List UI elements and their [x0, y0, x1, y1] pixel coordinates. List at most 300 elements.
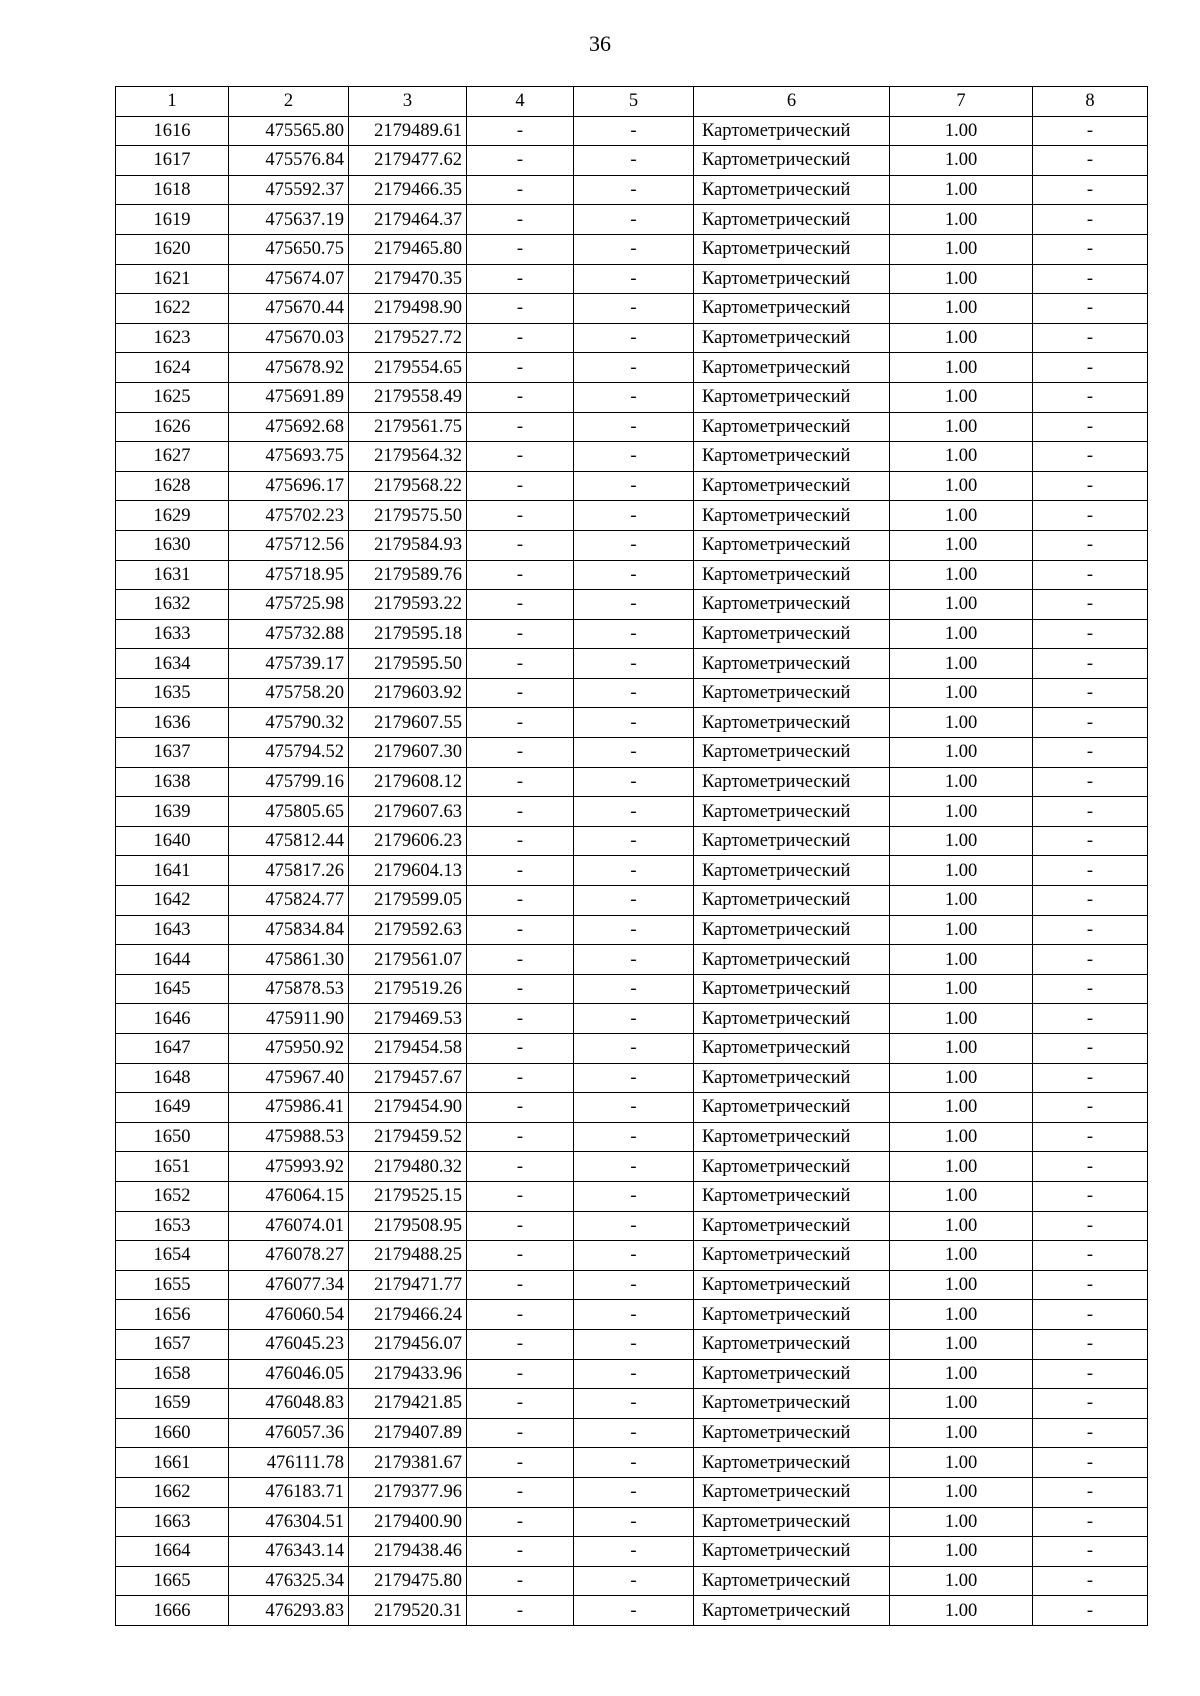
table-cell-col-2: 475576.84: [229, 146, 349, 176]
table-cell-col-3: 2179400.90: [349, 1507, 467, 1537]
table-cell-col-6: Картометрический: [694, 856, 890, 886]
table-cell-col-3: 2179520.31: [349, 1596, 467, 1626]
table-cell-col-7: 1.00: [890, 412, 1033, 442]
table-cell-col-2: 475824.77: [229, 886, 349, 916]
table-cell-col-5: -: [574, 1034, 694, 1064]
table-cell-col-7: 1.00: [890, 234, 1033, 264]
table-cell-col-8: -: [1033, 1211, 1148, 1241]
table-cell-col-2: 475911.90: [229, 1004, 349, 1034]
table-cell-col-4: -: [467, 856, 574, 886]
table-cell-col-5: -: [574, 1418, 694, 1448]
table-cell-col-4: -: [467, 175, 574, 205]
table-cell-col-3: 2179475.80: [349, 1566, 467, 1596]
table-cell-col-6: Картометрический: [694, 708, 890, 738]
table-cell-col-6: Картометрический: [694, 1537, 890, 1567]
table-cell-col-4: -: [467, 530, 574, 560]
table-cell-col-1: 1642: [116, 886, 229, 916]
table-cell-col-2: 476325.34: [229, 1566, 349, 1596]
table-cell-col-2: 476046.05: [229, 1359, 349, 1389]
table-cell-col-7: 1.00: [890, 175, 1033, 205]
table-cell-col-5: -: [574, 1448, 694, 1478]
table-cell-col-3: 2179407.89: [349, 1418, 467, 1448]
table-row: [116, 205, 1148, 235]
table-cell-col-6: Картометрический: [694, 1093, 890, 1123]
table-cell-col-4: -: [467, 1418, 574, 1448]
table-cell-col-8: -: [1033, 1063, 1148, 1093]
table-cell-col-7: 1.00: [890, 708, 1033, 738]
table-cell-col-5: -: [574, 1537, 694, 1567]
column-header-3: 3: [349, 87, 467, 117]
table-cell-col-5: -: [574, 590, 694, 620]
table-row: [116, 323, 1148, 353]
table-cell-col-3: 2179421.85: [349, 1389, 467, 1419]
table-cell-col-1: 1625: [116, 382, 229, 412]
table-cell-col-7: 1.00: [890, 767, 1033, 797]
table-cell-col-6: Картометрический: [694, 767, 890, 797]
table-cell-col-5: -: [574, 175, 694, 205]
table-cell-col-1: 1627: [116, 442, 229, 472]
table-cell-col-4: -: [467, 738, 574, 768]
table-cell-col-5: -: [574, 826, 694, 856]
table-cell-col-7: 1.00: [890, 442, 1033, 472]
table-cell-col-6: Картометрический: [694, 826, 890, 856]
table-cell-col-6: Картометрический: [694, 1004, 890, 1034]
table-cell-col-3: 2179459.52: [349, 1122, 467, 1152]
table-cell-col-3: 2179469.53: [349, 1004, 467, 1034]
table-cell-col-6: Картометрический: [694, 1211, 890, 1241]
table-cell-col-6: Картометрический: [694, 560, 890, 590]
table-cell-col-6: Картометрический: [694, 501, 890, 531]
table-cell-col-1: 1656: [116, 1300, 229, 1330]
table-cell-col-5: -: [574, 353, 694, 383]
table-cell-col-8: -: [1033, 797, 1148, 827]
table-row: [116, 1300, 1148, 1330]
table-cell-col-3: 2179561.75: [349, 412, 467, 442]
table-cell-col-7: 1.00: [890, 886, 1033, 916]
table-cell-col-1: 1622: [116, 294, 229, 324]
table-cell-col-8: -: [1033, 1300, 1148, 1330]
table-cell-col-3: 2179456.07: [349, 1329, 467, 1359]
table-cell-col-8: -: [1033, 1448, 1148, 1478]
table-cell-col-8: -: [1033, 1241, 1148, 1271]
table-cell-col-1: 1647: [116, 1034, 229, 1064]
table-cell-col-6: Картометрический: [694, 1566, 890, 1596]
table-cell-col-4: -: [467, 797, 574, 827]
table-cell-col-6: Картометрический: [694, 353, 890, 383]
table-cell-col-1: 1632: [116, 590, 229, 620]
table-cell-col-4: -: [467, 1566, 574, 1596]
table-cell-col-2: 475670.44: [229, 294, 349, 324]
page-number: 36: [589, 31, 611, 56]
table-row: [116, 1329, 1148, 1359]
table-cell-col-4: -: [467, 560, 574, 590]
table-cell-col-6: Картометрический: [694, 797, 890, 827]
table-cell-col-4: -: [467, 1359, 574, 1389]
table-cell-col-1: 1649: [116, 1093, 229, 1123]
table-cell-col-1: 1623: [116, 323, 229, 353]
table-cell-col-4: -: [467, 1152, 574, 1182]
table-cell-col-4: -: [467, 915, 574, 945]
table-cell-col-7: 1.00: [890, 1300, 1033, 1330]
table-cell-col-3: 2179584.93: [349, 530, 467, 560]
table-cell-col-7: 1.00: [890, 1329, 1033, 1359]
table-cell-col-1: 1663: [116, 1507, 229, 1537]
table-cell-col-1: 1651: [116, 1152, 229, 1182]
table-cell-col-7: 1.00: [890, 560, 1033, 590]
table-cell-col-8: -: [1033, 530, 1148, 560]
table-cell-col-6: Картометрический: [694, 945, 890, 975]
table-row: [116, 382, 1148, 412]
table-cell-col-3: 2179527.72: [349, 323, 467, 353]
table-cell-col-3: 2179561.07: [349, 945, 467, 975]
table-cell-col-3: 2179471.77: [349, 1270, 467, 1300]
table-cell-col-2: 475718.95: [229, 560, 349, 590]
table-cell-col-5: -: [574, 1477, 694, 1507]
table-cell-col-3: 2179575.50: [349, 501, 467, 531]
table-cell-col-7: 1.00: [890, 1063, 1033, 1093]
table-cell-col-3: 2179381.67: [349, 1448, 467, 1478]
table-cell-col-2: 476048.83: [229, 1389, 349, 1419]
table-cell-col-8: -: [1033, 649, 1148, 679]
table-cell-col-1: 1628: [116, 471, 229, 501]
table-cell-col-5: -: [574, 1329, 694, 1359]
table-cell-col-5: -: [574, 1507, 694, 1537]
table-cell-col-7: 1.00: [890, 1537, 1033, 1567]
table-cell-col-4: -: [467, 767, 574, 797]
table-cell-col-4: -: [467, 1507, 574, 1537]
table-cell-col-2: 475702.23: [229, 501, 349, 531]
table-row: [116, 1418, 1148, 1448]
table-cell-col-3: 2179470.35: [349, 264, 467, 294]
table-cell-col-1: 1616: [116, 116, 229, 146]
table-cell-col-6: Картометрический: [694, 915, 890, 945]
table-cell-col-1: 1638: [116, 767, 229, 797]
table-cell-col-7: 1.00: [890, 1211, 1033, 1241]
table-cell-col-8: -: [1033, 442, 1148, 472]
table-cell-col-3: 2179604.13: [349, 856, 467, 886]
table-cell-col-3: 2179558.49: [349, 382, 467, 412]
table-row: [116, 945, 1148, 975]
table-row: [116, 146, 1148, 176]
table-cell-col-1: 1652: [116, 1181, 229, 1211]
table-cell-col-7: 1.00: [890, 945, 1033, 975]
table-cell-col-6: Картометрический: [694, 1359, 890, 1389]
table-row: [116, 974, 1148, 1004]
table-cell-col-8: -: [1033, 1093, 1148, 1123]
table-cell-col-4: -: [467, 886, 574, 916]
table-cell-col-5: -: [574, 294, 694, 324]
table-row: [116, 678, 1148, 708]
table-cell-col-3: 2179489.61: [349, 116, 467, 146]
table-cell-col-2: 475758.20: [229, 678, 349, 708]
table-cell-col-8: -: [1033, 826, 1148, 856]
table-row: [116, 1181, 1148, 1211]
table-cell-col-8: -: [1033, 1004, 1148, 1034]
table-cell-col-8: -: [1033, 590, 1148, 620]
table-cell-col-5: -: [574, 560, 694, 590]
table-cell-col-8: -: [1033, 1122, 1148, 1152]
table-cell-col-8: -: [1033, 767, 1148, 797]
table-cell-col-2: 475691.89: [229, 382, 349, 412]
table-cell-col-1: 1617: [116, 146, 229, 176]
table-cell-col-3: 2179488.25: [349, 1241, 467, 1271]
table-cell-col-3: 2179454.58: [349, 1034, 467, 1064]
table-cell-col-3: 2179607.63: [349, 797, 467, 827]
table-cell-col-6: Картометрический: [694, 1122, 890, 1152]
table-cell-col-7: 1.00: [890, 323, 1033, 353]
table-row: [116, 1152, 1148, 1182]
table-cell-col-5: -: [574, 234, 694, 264]
table-row: [116, 590, 1148, 620]
table-cell-col-1: 1631: [116, 560, 229, 590]
table-cell-col-3: 2179608.12: [349, 767, 467, 797]
table-cell-col-3: 2179466.24: [349, 1300, 467, 1330]
table-cell-col-8: -: [1033, 915, 1148, 945]
table-cell-col-1: 1640: [116, 826, 229, 856]
table-cell-col-7: 1.00: [890, 1448, 1033, 1478]
table-cell-col-8: -: [1033, 1181, 1148, 1211]
column-header-8: 8: [1033, 87, 1148, 117]
table-row: [116, 353, 1148, 383]
table-row: [116, 1270, 1148, 1300]
table-row: [116, 1034, 1148, 1064]
table-cell-col-3: 2179464.37: [349, 205, 467, 235]
table-cell-col-5: -: [574, 412, 694, 442]
table-cell-col-1: 1645: [116, 974, 229, 1004]
table-cell-col-1: 1657: [116, 1329, 229, 1359]
table-cell-col-8: -: [1033, 353, 1148, 383]
table-cell-col-2: 476045.23: [229, 1329, 349, 1359]
table-cell-col-5: -: [574, 915, 694, 945]
table-cell-col-6: Картометрический: [694, 1300, 890, 1330]
table-cell-col-6: Картометрический: [694, 205, 890, 235]
column-header-5: 5: [574, 87, 694, 117]
table-cell-col-3: 2179554.65: [349, 353, 467, 383]
table-cell-col-6: Картометрический: [694, 175, 890, 205]
table-cell-col-2: 475967.40: [229, 1063, 349, 1093]
table-row: [116, 797, 1148, 827]
table-cell-col-6: Картометрический: [694, 1063, 890, 1093]
column-header-4: 4: [467, 87, 574, 117]
table-cell-col-7: 1.00: [890, 294, 1033, 324]
table-cell-col-8: -: [1033, 471, 1148, 501]
table-cell-col-4: -: [467, 1270, 574, 1300]
table-cell-col-8: -: [1033, 146, 1148, 176]
table-cell-col-1: 1635: [116, 678, 229, 708]
table-cell-col-6: Картометрический: [694, 738, 890, 768]
table-cell-col-3: 2179498.90: [349, 294, 467, 324]
table-cell-col-1: 1658: [116, 1359, 229, 1389]
table-cell-col-1: 1653: [116, 1211, 229, 1241]
table-row: [116, 1448, 1148, 1478]
table-row: [116, 442, 1148, 472]
table-cell-col-3: 2179477.62: [349, 146, 467, 176]
table-cell-col-2: 476064.15: [229, 1181, 349, 1211]
table-cell-col-8: -: [1033, 708, 1148, 738]
table-row: [116, 412, 1148, 442]
table-row: [116, 1477, 1148, 1507]
table-cell-col-4: -: [467, 1300, 574, 1330]
table-cell-col-2: 475692.68: [229, 412, 349, 442]
table-cell-col-5: -: [574, 1181, 694, 1211]
table-cell-col-4: -: [467, 1122, 574, 1152]
table-cell-col-4: -: [467, 234, 574, 264]
table-cell-col-7: 1.00: [890, 1418, 1033, 1448]
table-cell-col-4: -: [467, 294, 574, 324]
table-row: [116, 1241, 1148, 1271]
table-cell-col-5: -: [574, 471, 694, 501]
table-cell-col-5: -: [574, 974, 694, 1004]
table-row: [116, 1596, 1148, 1626]
table-cell-col-3: 2179592.63: [349, 915, 467, 945]
table-cell-col-7: 1.00: [890, 264, 1033, 294]
table-cell-col-4: -: [467, 264, 574, 294]
table-cell-col-4: -: [467, 1093, 574, 1123]
table-cell-col-3: 2179519.26: [349, 974, 467, 1004]
table-cell-col-5: -: [574, 945, 694, 975]
table-row: [116, 649, 1148, 679]
table-cell-col-8: -: [1033, 856, 1148, 886]
table-cell-col-2: 475565.80: [229, 116, 349, 146]
table-cell-col-6: Картометрический: [694, 442, 890, 472]
table-cell-col-4: -: [467, 146, 574, 176]
table-cell-col-6: Картометрический: [694, 116, 890, 146]
table-cell-col-3: 2179589.76: [349, 560, 467, 590]
table-cell-col-6: Картометрический: [694, 1477, 890, 1507]
table-row: [116, 1537, 1148, 1567]
table-cell-col-4: -: [467, 945, 574, 975]
table-cell-col-6: Картометрический: [694, 1418, 890, 1448]
table-cell-col-3: 2179599.05: [349, 886, 467, 916]
table-cell-col-5: -: [574, 649, 694, 679]
table-cell-col-7: 1.00: [890, 146, 1033, 176]
table-cell-col-2: 476078.27: [229, 1241, 349, 1271]
table-cell-col-6: Картометрический: [694, 234, 890, 264]
table-cell-col-1: 1646: [116, 1004, 229, 1034]
table-cell-col-4: -: [467, 590, 574, 620]
table-cell-col-8: -: [1033, 619, 1148, 649]
table-row: [116, 886, 1148, 916]
table-cell-col-3: 2179595.18: [349, 619, 467, 649]
table-cell-col-4: -: [467, 1596, 574, 1626]
table-cell-col-5: -: [574, 797, 694, 827]
table-cell-col-7: 1.00: [890, 738, 1033, 768]
table-cell-col-4: -: [467, 678, 574, 708]
table-cell-col-2: 475799.16: [229, 767, 349, 797]
table-row: [116, 1211, 1148, 1241]
table-header-row: [116, 87, 1148, 117]
table-cell-col-3: 2179465.80: [349, 234, 467, 264]
table-cell-col-4: -: [467, 323, 574, 353]
table-row: [116, 915, 1148, 945]
table-cell-col-5: -: [574, 1389, 694, 1419]
table-cell-col-8: -: [1033, 1329, 1148, 1359]
table-row: [116, 560, 1148, 590]
table-cell-col-2: 475817.26: [229, 856, 349, 886]
table-cell-col-1: 1636: [116, 708, 229, 738]
table-cell-col-5: -: [574, 442, 694, 472]
table-cell-col-5: -: [574, 116, 694, 146]
table-cell-col-1: 1666: [116, 1596, 229, 1626]
table-cell-col-8: -: [1033, 175, 1148, 205]
table-cell-col-1: 1643: [116, 915, 229, 945]
table-cell-col-7: 1.00: [890, 116, 1033, 146]
table-cell-col-8: -: [1033, 323, 1148, 353]
table-cell-col-5: -: [574, 1063, 694, 1093]
table-cell-col-2: 476304.51: [229, 1507, 349, 1537]
table-cell-col-5: -: [574, 501, 694, 531]
table-cell-col-5: -: [574, 1566, 694, 1596]
table-cell-col-5: -: [574, 619, 694, 649]
table-cell-col-3: 2179457.67: [349, 1063, 467, 1093]
table-cell-col-3: 2179433.96: [349, 1359, 467, 1389]
table-cell-col-8: -: [1033, 945, 1148, 975]
table-cell-col-4: -: [467, 649, 574, 679]
table-cell-col-4: -: [467, 1211, 574, 1241]
table-row: [116, 1063, 1148, 1093]
table-cell-col-1: 1641: [116, 856, 229, 886]
table-cell-col-1: 1655: [116, 1270, 229, 1300]
table-cell-col-8: -: [1033, 1507, 1148, 1537]
table-cell-col-1: 1629: [116, 501, 229, 531]
table-cell-col-7: 1.00: [890, 590, 1033, 620]
table-cell-col-7: 1.00: [890, 471, 1033, 501]
table-cell-col-1: 1621: [116, 264, 229, 294]
table-cell-col-6: Картометрический: [694, 323, 890, 353]
table-cell-col-7: 1.00: [890, 353, 1033, 383]
table-cell-col-7: 1.00: [890, 1152, 1033, 1182]
table-row: [116, 1004, 1148, 1034]
table-cell-col-4: -: [467, 501, 574, 531]
table-cell-col-1: 1633: [116, 619, 229, 649]
table-cell-col-7: 1.00: [890, 797, 1033, 827]
table-cell-col-2: 475637.19: [229, 205, 349, 235]
table-row: [116, 1359, 1148, 1389]
table-cell-col-8: -: [1033, 1418, 1148, 1448]
table-cell-col-4: -: [467, 619, 574, 649]
table-cell-col-5: -: [574, 1152, 694, 1182]
table-row: [116, 501, 1148, 531]
table-cell-col-6: Картометрический: [694, 886, 890, 916]
table-cell-col-1: 1639: [116, 797, 229, 827]
table-cell-col-2: 475834.84: [229, 915, 349, 945]
column-header-1: 1: [116, 87, 229, 117]
table-cell-col-4: -: [467, 1477, 574, 1507]
table-cell-col-1: 1630: [116, 530, 229, 560]
table-cell-col-2: 476111.78: [229, 1448, 349, 1478]
table-cell-col-2: 475732.88: [229, 619, 349, 649]
table-cell-col-5: -: [574, 205, 694, 235]
table-cell-col-3: 2179595.50: [349, 649, 467, 679]
table-cell-col-6: Картометрический: [694, 412, 890, 442]
table-cell-col-7: 1.00: [890, 1122, 1033, 1152]
table-cell-col-6: Картометрический: [694, 1596, 890, 1626]
table-cell-col-3: 2179564.32: [349, 442, 467, 472]
table-cell-col-7: 1.00: [890, 1241, 1033, 1271]
table-cell-col-8: -: [1033, 294, 1148, 324]
table-row: [116, 1093, 1148, 1123]
table-cell-col-2: 476074.01: [229, 1211, 349, 1241]
table-cell-col-8: -: [1033, 264, 1148, 294]
table-cell-col-7: 1.00: [890, 205, 1033, 235]
table-cell-col-5: -: [574, 678, 694, 708]
table-cell-col-8: -: [1033, 738, 1148, 768]
table-cell-col-7: 1.00: [890, 1389, 1033, 1419]
table-cell-col-8: -: [1033, 678, 1148, 708]
table-cell-col-2: 475861.30: [229, 945, 349, 975]
table-cell-col-5: -: [574, 1122, 694, 1152]
table-cell-col-5: -: [574, 1211, 694, 1241]
